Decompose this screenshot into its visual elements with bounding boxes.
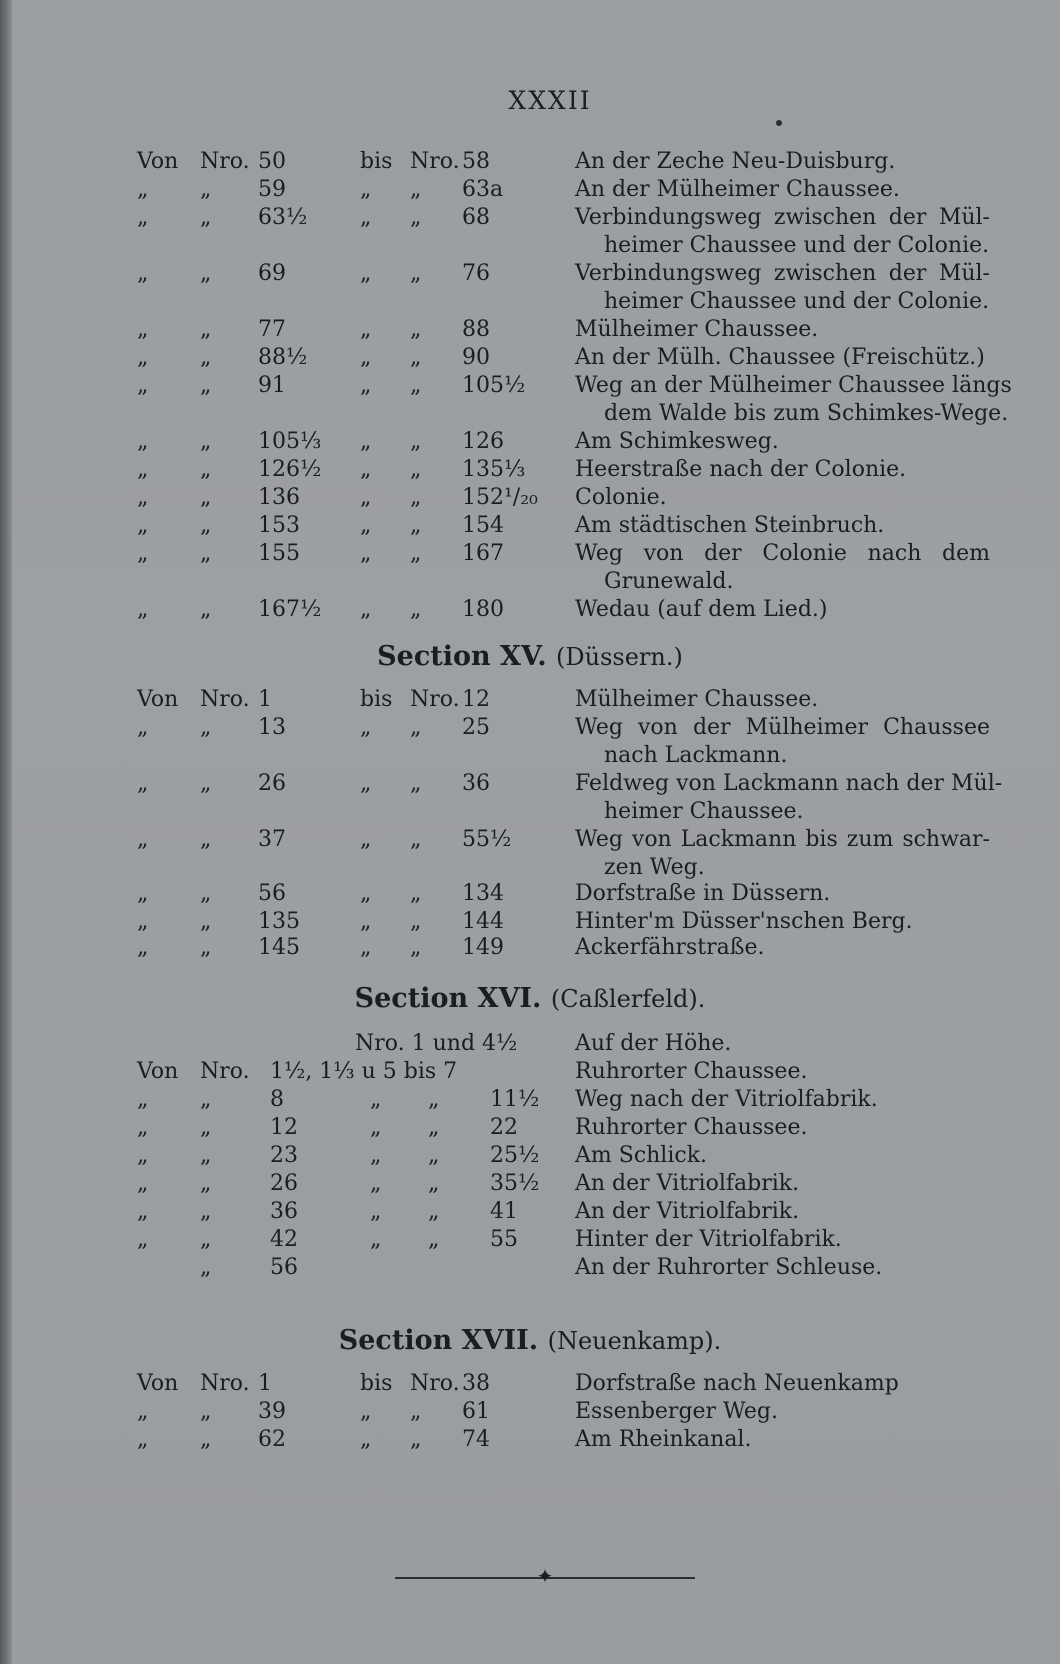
nro-label: „ [200, 881, 212, 906]
register-row [0, 316, 1060, 344]
street-description: An der Vitriolfabrik. [575, 1171, 800, 1196]
from-number: 26 [258, 771, 286, 796]
nro-label: „ [410, 317, 422, 342]
nro-label: „ [200, 935, 212, 960]
bis-label: „ [360, 909, 372, 934]
register-row [0, 686, 1060, 714]
street-description-continued: zen Weg. [604, 855, 705, 880]
nro-label: Nro. [200, 687, 250, 712]
street-description-continued: heimer Chaussee und der Colonie. [604, 233, 990, 258]
register-row [0, 1426, 1060, 1454]
from-number: 26 [270, 1171, 298, 1196]
nro-label: „ [200, 541, 212, 566]
bis-label: „ [360, 261, 372, 286]
bis-label: „ [370, 1227, 382, 1252]
nro-label: „ [410, 1399, 422, 1424]
from-number: 91 [258, 373, 286, 398]
nro-label: Nro. [200, 149, 250, 174]
bis-label: „ [360, 771, 372, 796]
register-row [0, 908, 1060, 936]
nro-label: „ [428, 1087, 440, 1112]
bis-label: „ [370, 1143, 382, 1168]
from-number: 126½ [258, 457, 322, 482]
bis-label: „ [370, 1115, 382, 1140]
von-label: „ [137, 1227, 149, 1252]
von-label: „ [137, 457, 149, 482]
street-description: Essenberger Weg. [575, 1399, 778, 1424]
bis-label: „ [370, 1171, 382, 1196]
register-row [0, 826, 1060, 854]
street-description: An der Zeche Neu-Duisburg. [575, 149, 896, 174]
to-number: 68 [462, 205, 490, 230]
register-row [0, 1030, 1060, 1058]
street-description: Verbindungsweg zwischen der Mül- [575, 261, 990, 286]
register-row-continuation [0, 400, 1060, 428]
street-description: Auf der Höhe. [575, 1031, 732, 1056]
section-title: Section XVI. [354, 983, 542, 1014]
nro-label: „ [410, 597, 422, 622]
register-row [0, 260, 1060, 288]
street-description: Mülheimer Chaussee. [575, 317, 819, 342]
von-label: Von [137, 1371, 179, 1396]
to-number: 152¹/₂₀ [462, 485, 538, 510]
street-description: Weg von der Colonie nach dem [575, 541, 990, 566]
von-label: „ [137, 513, 149, 538]
register-row [0, 512, 1060, 540]
street-description: Hinter der Vitriolfabrik. [575, 1227, 842, 1252]
nro-label: „ [410, 457, 422, 482]
register-row-continuation [0, 232, 1060, 260]
from-number: 153 [258, 513, 300, 538]
to-number: 36 [462, 771, 490, 796]
to-number: 61 [462, 1399, 490, 1424]
nro-label: „ [428, 1199, 440, 1224]
nro-label: „ [410, 513, 422, 538]
street-description: Ackerfährstraße. [575, 935, 765, 960]
bis-label: „ [360, 457, 372, 482]
von-label: „ [137, 373, 149, 398]
to-number: 180 [462, 597, 504, 622]
section-title: Section XV. [377, 641, 547, 672]
register-row [0, 344, 1060, 372]
from-number: 136 [258, 485, 300, 510]
street-description: Wedau (auf dem Lied.) [575, 597, 828, 622]
street-description-continued: heimer Chaussee und der Colonie. [604, 289, 990, 314]
from-number: 135 [258, 909, 300, 934]
from-number: 12 [270, 1115, 298, 1140]
bis-label: „ [360, 429, 372, 454]
register-row [0, 880, 1060, 908]
nro-label: „ [200, 345, 212, 370]
ornament-icon: ✦ [536, 1564, 554, 1588]
nro-label: „ [410, 771, 422, 796]
von-label: „ [137, 1399, 149, 1424]
from-number: 145 [258, 935, 300, 960]
from-number: 13 [258, 715, 286, 740]
street-description: Am Schlick. [575, 1143, 708, 1168]
street-description: Ruhrorter Chaussee. [575, 1059, 808, 1084]
bis-label: „ [360, 827, 372, 852]
number-range: Nro. 1 und 4½ [355, 1031, 518, 1056]
register-row-continuation [0, 854, 1060, 882]
bis-label: „ [360, 715, 372, 740]
street-description: Dorfstraße in Düssern. [575, 881, 831, 906]
to-number: 90 [462, 345, 490, 370]
bis-label: bis [360, 1371, 393, 1396]
section-heading [0, 982, 1060, 1016]
nro-label: „ [200, 771, 212, 796]
bis-label: „ [360, 541, 372, 566]
street-description: Am Schimkesweg. [575, 429, 779, 454]
nro-label: „ [200, 597, 212, 622]
section-subtitle: (Caßlerfeld). [550, 985, 706, 1013]
bis-label: „ [360, 345, 372, 370]
register-row [0, 714, 1060, 742]
nro-label: „ [200, 1143, 212, 1168]
register-row [0, 148, 1060, 176]
street-description: An der Vitriolfabrik. [575, 1199, 800, 1224]
von-label: „ [137, 1087, 149, 1112]
from-number: 37 [258, 827, 286, 852]
register-row [0, 1226, 1060, 1254]
to-number: 22 [490, 1115, 518, 1140]
street-description-continued: dem Walde bis zum Schimkes-Wege. [604, 401, 1009, 426]
street-description: Weg nach der Vitriolfabrik. [575, 1087, 878, 1112]
register-row [0, 1058, 1060, 1086]
nro-label: „ [200, 1115, 212, 1140]
register-row [0, 1254, 1060, 1282]
from-number: 59 [258, 177, 286, 202]
nro-label: „ [200, 1227, 212, 1252]
to-number: 126 [462, 429, 504, 454]
register-row [0, 596, 1060, 624]
register-row [0, 204, 1060, 232]
to-number: 134 [462, 881, 504, 906]
to-number: 55½ [462, 827, 512, 852]
section-subtitle: (Düssern.) [556, 643, 683, 671]
to-number: 144 [462, 909, 504, 934]
von-label: Von [137, 149, 179, 174]
nro-label: „ [200, 317, 212, 342]
bis-label: „ [360, 513, 372, 538]
from-number: 42 [270, 1227, 298, 1252]
nro-label: „ [200, 457, 212, 482]
von-label: „ [137, 317, 149, 342]
from-number: 155 [258, 541, 300, 566]
nro-label: „ [428, 1143, 440, 1168]
number-range: 1½, 1⅓ u 5 bis 7 [270, 1059, 458, 1084]
register-row [0, 934, 1060, 962]
street-description: An der Mülh. Chaussee (Freischütz.) [575, 345, 985, 370]
nro-label: „ [428, 1115, 440, 1140]
street-description: Hinter'm Düsser'nschen Berg. [575, 909, 913, 934]
bis-label: „ [360, 597, 372, 622]
from-number: 1 [258, 687, 272, 712]
register-row [0, 540, 1060, 568]
street-description: Weg von Lackmann bis zum schwar- [575, 827, 990, 852]
nro-label: „ [428, 1227, 440, 1252]
street-description: Weg an der Mülheimer Chaussee längs [575, 373, 1012, 398]
from-number: 77 [258, 317, 286, 342]
bis-label: „ [360, 1399, 372, 1424]
to-number: 105½ [462, 373, 526, 398]
register-row [0, 456, 1060, 484]
to-number: 74 [462, 1427, 490, 1452]
von-label: Von [137, 1059, 179, 1084]
street-description: Colonie. [575, 485, 667, 510]
to-number: 25½ [490, 1143, 540, 1168]
to-number: 35½ [490, 1171, 540, 1196]
nro-label: „ [200, 827, 212, 852]
to-number: 88 [462, 317, 490, 342]
von-label: „ [137, 261, 149, 286]
register-row [0, 428, 1060, 456]
nro-label: „ [200, 177, 212, 202]
street-description: Feldweg von Lackmann nach der Mül- [575, 771, 1003, 796]
street-description: Mülheimer Chaussee. [575, 687, 819, 712]
street-description: An der Ruhrorter Schleuse. [575, 1255, 883, 1280]
von-label: „ [137, 1199, 149, 1224]
bis-label: „ [360, 881, 372, 906]
street-description-continued: Grunewald. [604, 569, 734, 594]
von-label: „ [137, 909, 149, 934]
register-row [0, 176, 1060, 204]
to-number: 63a [462, 177, 504, 202]
von-label: „ [137, 771, 149, 796]
nro-label: Nro. [410, 149, 460, 174]
nro-label: „ [410, 485, 422, 510]
to-number: 167 [462, 541, 504, 566]
register-row [0, 1142, 1060, 1170]
von-label: „ [137, 1427, 149, 1452]
nro-label: „ [410, 1427, 422, 1452]
to-number: 38 [462, 1371, 490, 1396]
to-number: 12 [462, 687, 490, 712]
section-heading [0, 640, 1060, 674]
bis-label: „ [360, 373, 372, 398]
to-number: 149 [462, 935, 504, 960]
von-label: „ [137, 345, 149, 370]
to-number: 55 [490, 1227, 518, 1252]
from-number: 88½ [258, 345, 308, 370]
nro-label: „ [200, 513, 212, 538]
nro-label: Nro. [200, 1371, 250, 1396]
from-number: 167½ [258, 597, 322, 622]
nro-label: „ [410, 935, 422, 960]
from-number: 50 [258, 149, 286, 174]
nro-label: „ [410, 541, 422, 566]
nro-label: „ [410, 373, 422, 398]
from-number: 56 [270, 1255, 298, 1280]
von-label: „ [137, 827, 149, 852]
register-row [0, 1370, 1060, 1398]
nro-label: „ [410, 429, 422, 454]
street-description: Am Rheinkanal. [575, 1427, 752, 1452]
nro-label: Nro. [410, 1371, 460, 1396]
nro-label: „ [410, 345, 422, 370]
register-row-continuation [0, 568, 1060, 596]
register-row-continuation [0, 742, 1060, 770]
nro-label: „ [200, 1399, 212, 1424]
from-number: 56 [258, 881, 286, 906]
register-row-continuation [0, 288, 1060, 316]
bis-label: „ [360, 485, 372, 510]
street-description-continued: heimer Chaussee. [604, 799, 804, 824]
register-row [0, 770, 1060, 798]
nro-label: „ [200, 429, 212, 454]
nro-label: „ [410, 205, 422, 230]
bis-label: „ [360, 177, 372, 202]
street-description: Am städtischen Steinbruch. [575, 513, 885, 538]
nro-label: „ [410, 261, 422, 286]
von-label: „ [137, 429, 149, 454]
bis-label: bis [360, 687, 393, 712]
nro-label: „ [200, 1199, 212, 1224]
to-number: 25 [462, 715, 490, 740]
register-row [0, 1086, 1060, 1114]
nro-label: „ [200, 715, 212, 740]
to-number: 58 [462, 149, 490, 174]
nro-label: „ [200, 1171, 212, 1196]
from-number: 23 [270, 1143, 298, 1168]
street-description: Weg von der Mülheimer Chaussee [575, 715, 990, 740]
nro-label: „ [200, 373, 212, 398]
print-speck [776, 120, 782, 126]
street-description: Ruhrorter Chaussee. [575, 1115, 808, 1140]
von-label: „ [137, 485, 149, 510]
nro-label: „ [410, 881, 422, 906]
register-row [0, 1198, 1060, 1226]
von-label: „ [137, 205, 149, 230]
von-label: „ [137, 1115, 149, 1140]
page-number: XXXII [508, 86, 592, 115]
street-description: Verbindungsweg zwischen der Mül- [575, 205, 990, 230]
from-number: 62 [258, 1427, 286, 1452]
section-subtitle: (Neuenkamp). [547, 1327, 722, 1355]
von-label: „ [137, 541, 149, 566]
register-row [0, 372, 1060, 400]
register-row-continuation [0, 798, 1060, 826]
register-row [0, 484, 1060, 512]
street-description: An der Mülheimer Chaussee. [575, 177, 900, 202]
section-title: Section XVII. [338, 1325, 539, 1356]
von-label: „ [137, 597, 149, 622]
section-heading [0, 1324, 1060, 1358]
bis-label: „ [360, 205, 372, 230]
nro-label: Nro. [200, 1059, 250, 1084]
nro-label: „ [200, 205, 212, 230]
nro-label: „ [428, 1171, 440, 1196]
from-number: 1 [258, 1371, 272, 1396]
nro-label: „ [200, 909, 212, 934]
from-number: 8 [270, 1087, 284, 1112]
from-number: 39 [258, 1399, 286, 1424]
von-label: „ [137, 177, 149, 202]
nro-label: „ [410, 715, 422, 740]
from-number: 69 [258, 261, 286, 286]
von-label: „ [137, 881, 149, 906]
von-label: Von [137, 687, 179, 712]
to-number: 154 [462, 513, 504, 538]
nro-label: „ [200, 1255, 212, 1280]
nro-label: „ [200, 1427, 212, 1452]
to-number: 76 [462, 261, 490, 286]
bis-label: „ [370, 1087, 382, 1112]
nro-label: „ [410, 827, 422, 852]
from-number: 63½ [258, 205, 308, 230]
street-description: Dorfstraße nach Neuenkamp [575, 1371, 899, 1396]
nro-label: Nro. [410, 687, 460, 712]
bis-label: „ [360, 317, 372, 342]
nro-label: „ [200, 485, 212, 510]
bis-label: „ [370, 1199, 382, 1224]
from-number: 105⅓ [258, 429, 322, 454]
street-description-continued: nach Lackmann. [604, 743, 788, 768]
von-label: „ [137, 1143, 149, 1168]
register-row [0, 1398, 1060, 1426]
nro-label: „ [410, 909, 422, 934]
bis-label: „ [360, 1427, 372, 1452]
von-label: „ [137, 935, 149, 960]
register-row [0, 1170, 1060, 1198]
from-number: 36 [270, 1199, 298, 1224]
von-label: „ [137, 1171, 149, 1196]
nro-label: „ [410, 177, 422, 202]
to-number: 11½ [490, 1087, 540, 1112]
von-label: „ [137, 715, 149, 740]
register-row [0, 1114, 1060, 1142]
street-description: Heerstraße nach der Colonie. [575, 457, 907, 482]
bis-label: „ [360, 935, 372, 960]
to-number: 41 [490, 1199, 518, 1224]
nro-label: „ [200, 261, 212, 286]
bis-label: bis [360, 149, 393, 174]
nro-label: „ [200, 1087, 212, 1112]
to-number: 135⅓ [462, 457, 526, 482]
